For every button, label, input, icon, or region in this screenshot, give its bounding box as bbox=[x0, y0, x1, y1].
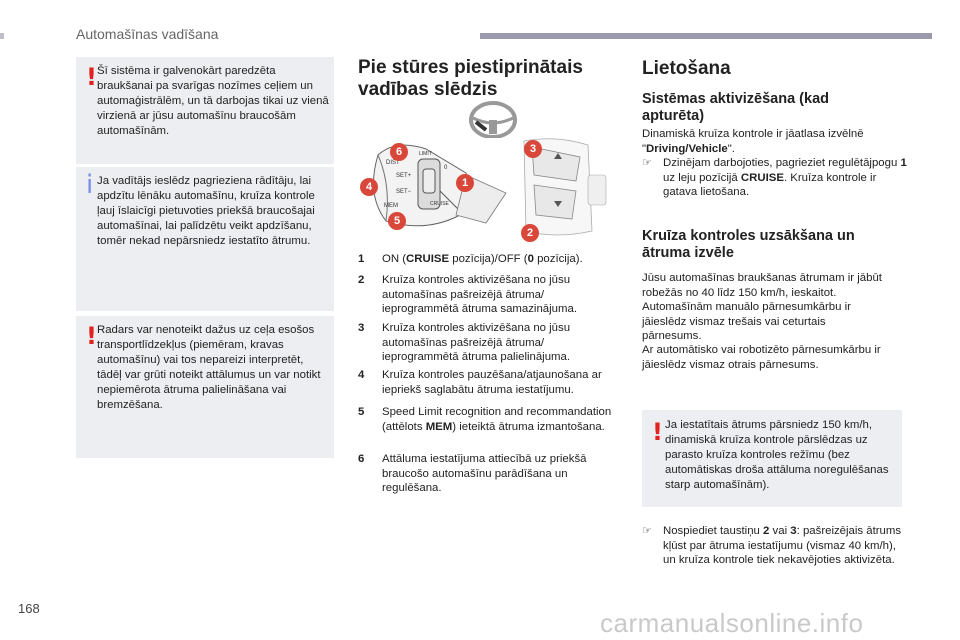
item-text: ON (CRUISE pozīcija)/OFF (0 pozīcija). bbox=[382, 253, 583, 265]
item-number: 3 bbox=[358, 322, 365, 334]
diagram-label-dist: DIST bbox=[386, 160, 400, 166]
warning-icon: ! bbox=[86, 63, 97, 91]
callout-5: 5 bbox=[388, 212, 406, 230]
diagram-label-set-plus: SET+ bbox=[396, 173, 412, 179]
warning-note-2 bbox=[76, 316, 334, 458]
bullet-arrow-icon: ☞ bbox=[642, 156, 652, 169]
diagram-label-zero: 0 bbox=[444, 165, 448, 171]
item-number: 6 bbox=[358, 453, 365, 465]
diagram-label-mem: MEM bbox=[384, 203, 398, 209]
page-number: 168 bbox=[18, 601, 40, 616]
item-number: 2 bbox=[358, 274, 365, 286]
bullet-text: Dzinējam darbojoties, pagrieziet regulētājpogu 1 uz leju pozīcijā CRUISE. Kruīza kontrole ir gatava lietošana. bbox=[663, 157, 907, 198]
list-item bbox=[358, 321, 603, 365]
item-text: Kruīza kontroles pauzēšana/atjaunošana ar iepriekš saglabātu ātruma iestatījumu. bbox=[382, 369, 602, 396]
item-text: Speed Limit recognition and recommandation (attēlots MEM) ieteiktā ātruma izmantošana. bbox=[382, 406, 612, 433]
info-note bbox=[76, 167, 334, 311]
section-title-usage: Lietošana bbox=[642, 58, 731, 79]
item-number: 4 bbox=[358, 369, 365, 381]
warning-note-2-text: Radars var nenoteikt dažus uz ceļa esošos transportlīdzekļus (piemēram, kravas automašīnu) vai tos nepareizi interpretēt, tādēļ var grūti noteikt attālumus un var notikt nepiemērota ātruma palielināšana vai bremzēšana. bbox=[97, 324, 321, 411]
subsection-title-activation: Sistēmas aktivizēšana (kad apturēta) bbox=[642, 91, 829, 124]
warning-icon: ! bbox=[652, 418, 663, 446]
item-text: Attāluma iestatījuma attiecībā uz priekšā braucošo automašīnu parādīšana un regulēšana. bbox=[382, 453, 587, 494]
info-icon: i bbox=[86, 170, 94, 200]
diagram-label-set-minus: SET− bbox=[396, 189, 412, 195]
diagram-label-limit: LIMIT bbox=[419, 151, 432, 157]
warning-icon: ! bbox=[86, 322, 97, 350]
bullet-text: Nospiediet taustiņu 2 vai 3: pašreizējais ātrums kļūst par ātruma iestatījumu (vismaz 40 km/h), un kruīza kontrole tiek nekavējoties aktivizēta. bbox=[663, 525, 902, 566]
steering-wheel-icon bbox=[468, 100, 518, 138]
list-item bbox=[358, 405, 613, 434]
start-paragraph-3: Ar automātisko vai robotizēto pārnesumkārbu ir jāieslēdz vismaz otrais pārnesums. bbox=[642, 344, 881, 371]
item-text: Kruīza kontroles aktivizēšana no jūsu automašīnas pašreizējā ātruma/ ieprogrammētā ātruma palielinājuma. bbox=[382, 322, 571, 363]
header-title: Automašīnas vadīšana bbox=[76, 26, 219, 42]
info-note-text: Ja vadītājs ieslēdz pagrieziena rādītāju, lai apdzītu lēnāku automašīnu, kruīza kontrole ļauj īslaicīgi pietuvoties priekšā braucošajai automašīnai, lai palīdzētu veikt apdzīšanu, tomēr nekad nepārsniedz iestatīto ātrumu. bbox=[97, 175, 315, 247]
subsection-title-start: Kruīza kontroles uzsākšana un ātruma izvēle bbox=[642, 228, 855, 261]
activation-paragraph: Dinamiskā kruīza kontrole ir jāatlasa izvēlnē "Driving/Vehicle". bbox=[642, 128, 864, 155]
start-paragraph-2: Automašīnām manuālo pārnesumkārbu ir jāieslēdz vismaz trešais vai ceturtais pārnesums. bbox=[642, 301, 851, 342]
activation-bullet bbox=[642, 156, 912, 200]
left-edge-bar bbox=[0, 33, 4, 39]
callout-1: 1 bbox=[456, 174, 474, 192]
bullet-arrow-icon: ☞ bbox=[642, 524, 652, 537]
callout-6: 6 bbox=[390, 143, 408, 161]
item-number: 1 bbox=[358, 253, 365, 265]
diagram-label-cruise: CRUISE bbox=[430, 201, 449, 207]
item-number: 5 bbox=[358, 406, 365, 418]
list-item bbox=[358, 273, 603, 317]
callout-3: 3 bbox=[524, 140, 542, 158]
warning-note-3-text: Ja iestatītais ātrums pārsniedz 150 km/h, dinamiskā kruīza kontrole pārslēdzas uz parasto kruīza kontroles režīmu (bez automātiskas droša attāluma noregulēšanas starp automašīnām). bbox=[665, 419, 889, 491]
list-item bbox=[358, 368, 623, 397]
header-bar bbox=[480, 33, 932, 39]
start-paragraph-1: Jūsu automašīnas braukšanas ātrumam ir jābūt robežās no 40 līdz 150 km/h, ieskaitot. bbox=[642, 272, 882, 299]
warning-note-1 bbox=[76, 57, 334, 164]
list-item bbox=[358, 452, 618, 496]
watermark: carmanualsonline.info bbox=[600, 608, 864, 638]
item-text: Kruīza kontroles aktivizēšana no jūsu automašīnas pašreizējā ātruma/ ieprogrammētā ātruma samazinājuma. bbox=[382, 274, 577, 315]
callout-4: 4 bbox=[360, 178, 378, 196]
section-title-control: Pie stūres piestiprinātais vadības slēdzis bbox=[358, 57, 583, 100]
start-bullet bbox=[642, 524, 902, 568]
list-item bbox=[358, 252, 628, 267]
callout-2: 2 bbox=[521, 224, 539, 242]
warning-note-1-text: Šī sistēma ir galvenokārt paredzēta braukšanai pa svarīgas nozīmes ceļiem un automaģistrālēm, un tā darbojas tikai uz vienā virzienā ar jūsu automašīnu braucošām automašīnām. bbox=[97, 65, 329, 137]
warning-note-3 bbox=[642, 410, 902, 507]
